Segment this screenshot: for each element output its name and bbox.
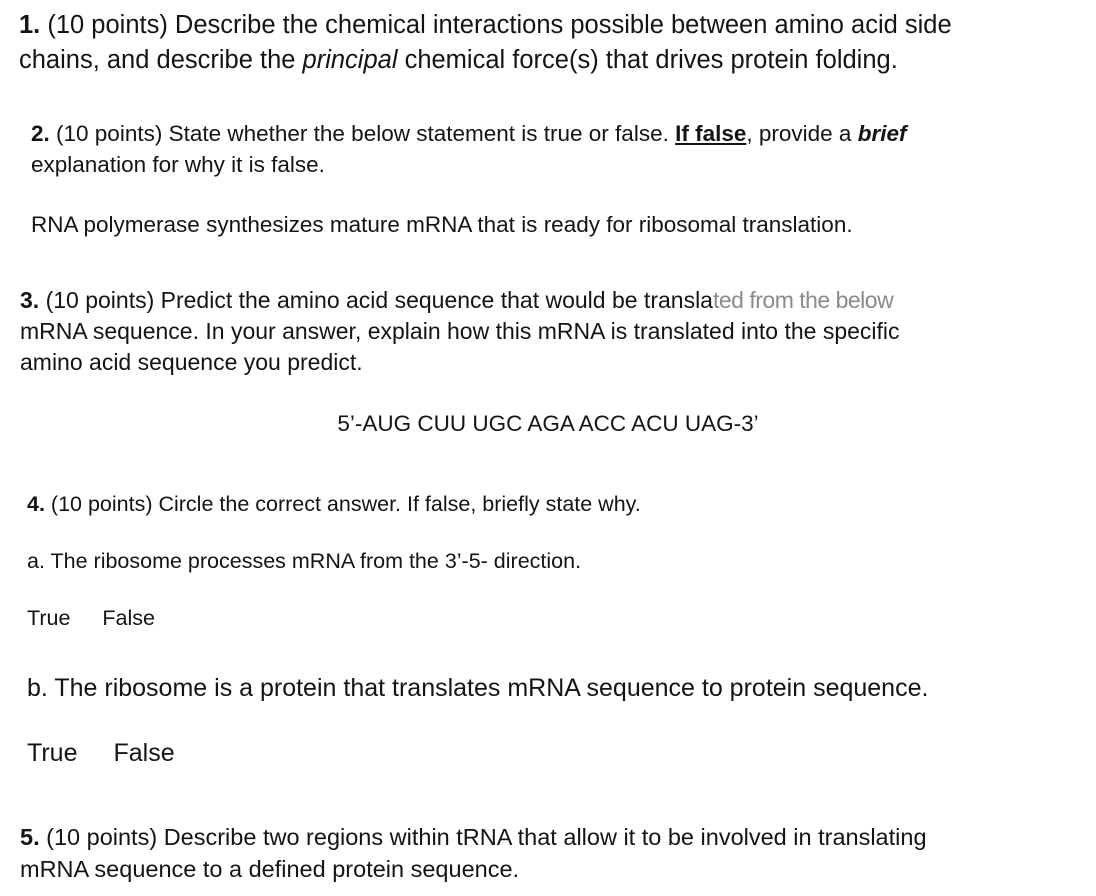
question-1-emphasis-principal: principal [302, 46, 398, 74]
question-2-underlined-if-false: If false [675, 121, 747, 146]
question-3-line-2: mRNA sequence. In your answer, explain how this mRNA is translated into the specific [20, 318, 900, 344]
question-3-text-1a: (10 points) Predict the amino acid sequence that would be transla [39, 287, 713, 313]
question-4b-choices [27, 736, 175, 770]
question-1-line-2 [19, 43, 952, 78]
question-5-line-2: mRNA sequence to a defined protein sequence. [20, 856, 520, 882]
question-1-number: 1. [19, 11, 41, 39]
question-3 [20, 285, 900, 378]
question-2-text-1b: , provide a [746, 121, 858, 146]
question-5 [20, 821, 927, 885]
question-5-line-1 [20, 821, 927, 853]
question-2-text-1a: (10 points) State whether the below statement is true or false. [49, 121, 676, 146]
question-2-statement: RNA polymerase synthesizes mature mRNA that is ready for ribosomal translation. [31, 212, 853, 237]
question-4a-false-option[interactable]: False [102, 606, 155, 630]
question-4b-true-option[interactable]: True [27, 739, 78, 767]
question-4a-choices [27, 603, 155, 633]
question-3-line-1 [20, 285, 900, 316]
question-1-text-2a: chains, and describe the [19, 46, 303, 74]
question-2-number: 2. [31, 121, 50, 146]
question-4 [27, 489, 641, 519]
question-3-number: 3. [20, 287, 40, 313]
question-2-line-2: explanation for why it is false. [31, 152, 325, 177]
question-5-number: 5. [20, 824, 40, 850]
question-1-text-1: (10 points) Describe the chemical interactions possible between amino acid side [40, 11, 952, 39]
question-1-line-1 [19, 8, 952, 43]
mrna-sequence: 5’-AUG CUU UGC AGA ACC ACU UAG-3’ [337, 411, 759, 436]
question-5-text-1: (10 points) Describe two regions within tRNA that allow it to be involved in translating [39, 824, 927, 850]
question-4-number: 4. [27, 492, 45, 516]
question-3-line-3: amino acid sequence you predict. [20, 349, 363, 375]
question-4a-text: a. The ribosome processes mRNA from the 3’-5- direction. [27, 549, 582, 573]
question-3-text-1-faded: ted from the below [712, 287, 894, 313]
question-2-emphasis-brief: brief [857, 121, 907, 146]
question-1 [19, 8, 952, 78]
question-1-text-2b: chemical force(s) that drives protein folding. [397, 46, 898, 74]
question-4b-false-option[interactable]: False [113, 739, 175, 767]
question-4a-true-option[interactable]: True [27, 606, 71, 630]
question-4-prompt: (10 points) Circle the correct answer. If false, briefly state why. [44, 492, 641, 516]
question-2 [31, 118, 906, 180]
question-4b-text: b. The ribosome is a protein that translates mRNA sequence to protein sequence. [27, 674, 929, 702]
question-2-line-1 [31, 118, 906, 149]
